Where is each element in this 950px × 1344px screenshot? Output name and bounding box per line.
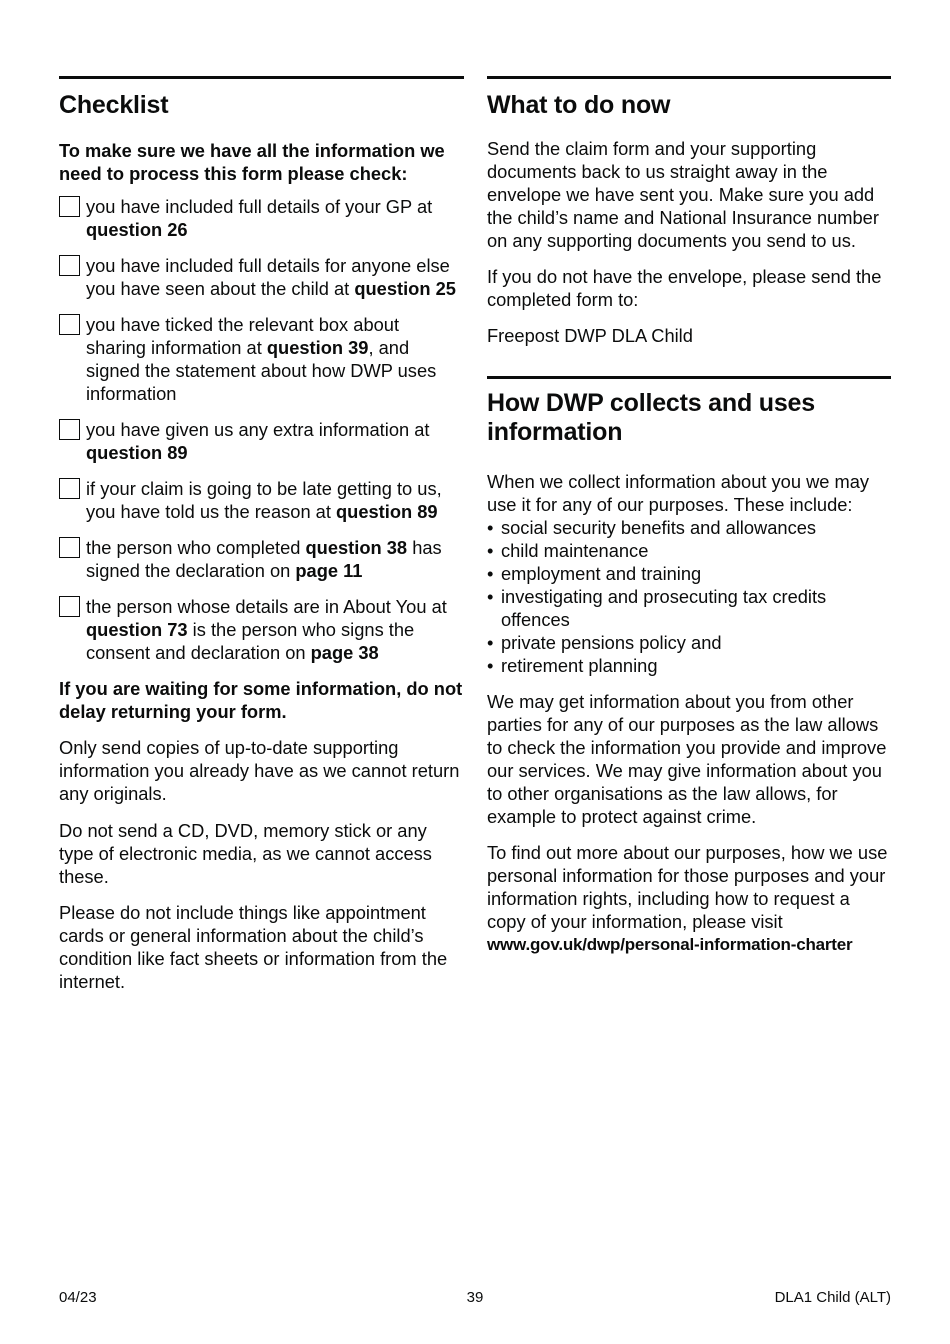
section-rule — [487, 376, 891, 379]
send-form-paragraph: Send the claim form and your supporting documents back to us straight away in the envelope we have sent you. Make sure you add the child’s name and National Insurance number on any supporting documents you send to us. — [487, 138, 879, 251]
freepost-address: Freepost DWP DLA Child — [487, 325, 693, 346]
right-column — [487, 76, 891, 956]
purposes-list — [487, 516, 891, 677]
dwp-info-section — [487, 376, 891, 956]
checklist-item-extra-info — [59, 418, 464, 464]
checklist-item-text: if your claim is going to be late getting to us, you have told us the reason at question 89 — [86, 478, 442, 522]
checklist-item-sharing-info — [59, 313, 464, 405]
section-rule — [487, 76, 891, 79]
checkbox[interactable] — [59, 255, 80, 276]
find-out-more-paragraph: To find out more about our purposes, how we use personal information for those purposes and your information rights, including how to request a copy of your information, please visit — [487, 842, 888, 932]
checklist-item-late-claim — [59, 477, 464, 523]
list-item: • social security benefits and allowances — [487, 516, 891, 539]
list-item: • child maintenance — [487, 539, 891, 562]
section-rule — [59, 76, 464, 79]
footer-date: 04/23 — [59, 1289, 97, 1306]
page-number: 39 — [466, 1289, 484, 1306]
checklist-item-text: you have included full details of your GP at question 26 — [86, 196, 433, 240]
checkbox[interactable] — [59, 314, 80, 335]
checklist-section — [59, 76, 464, 993]
checklist-item-consent — [59, 595, 464, 664]
waiting-note: If you are waiting for some information, do not delay returning your form. — [59, 678, 463, 722]
checkbox[interactable] — [59, 537, 80, 558]
checklist-item-declaration — [59, 536, 464, 582]
personal-information-charter-link[interactable]: www.gov.uk/dwp/personal-information-charter — [487, 935, 853, 954]
other-parties-paragraph: We may get information about you from other parties for any of our purposes as the law allows to check the information you provide and improve our services. We may give information about you to other organisations as the law allows, for example to protect against crime. — [487, 691, 887, 827]
checklist-item-text: you have included full details for anyone else you have seen about the child at question 25 — [86, 255, 456, 299]
checklist-intro: To make sure we have all the information we need to process this form please check: — [59, 140, 445, 184]
checkbox[interactable] — [59, 419, 80, 440]
list-item: • retirement planning — [487, 654, 891, 677]
no-envelope-paragraph: If you do not have the envelope, please send the completed form to: — [487, 266, 882, 310]
general-info-paragraph: Please do not include things like appointment cards or general information about the child’s condition like fact sheets or information from the internet. — [59, 902, 448, 992]
checklist-item-gp — [59, 195, 464, 241]
checkbox[interactable] — [59, 596, 80, 617]
dwp-info-intro: When we collect information about you we may use it for any of our purposes. These include: — [487, 471, 870, 515]
list-item: • private pensions policy and — [487, 631, 891, 654]
list-item: • investigating and prosecuting tax credits offences — [487, 585, 891, 631]
checklist-item-others-seen — [59, 254, 464, 300]
checklist-item-text: you have ticked the relevant box about sharing information at question 39, and signed the statement about how DWP uses information — [86, 314, 437, 404]
what-to-do-title: What to do now — [487, 91, 671, 119]
checkbox[interactable] — [59, 196, 80, 217]
checklist-item-text: the person who completed question 38 has signed the declaration on page 11 — [86, 537, 442, 581]
form-reference: DLA1 Child (ALT) — [774, 1289, 891, 1306]
checklist-title: Checklist — [59, 91, 169, 119]
copies-paragraph: Only send copies of up-to-date supporting information you already have as we cannot return any originals. — [59, 737, 460, 804]
electronic-media-paragraph: Do not send a CD, DVD, memory stick or any type of electronic media, as we cannot access these. — [59, 820, 432, 887]
checklist-item-text: you have given us any extra information at question 89 — [86, 419, 430, 463]
what-to-do-section — [487, 76, 891, 347]
checklist-item-text: the person whose details are in About You at question 73 is the person who signs the consent and declaration on page 38 — [86, 596, 447, 663]
dwp-info-title: How DWP collects and uses information — [487, 389, 815, 446]
list-item: • employment and training — [487, 562, 891, 585]
checkbox[interactable] — [59, 478, 80, 499]
